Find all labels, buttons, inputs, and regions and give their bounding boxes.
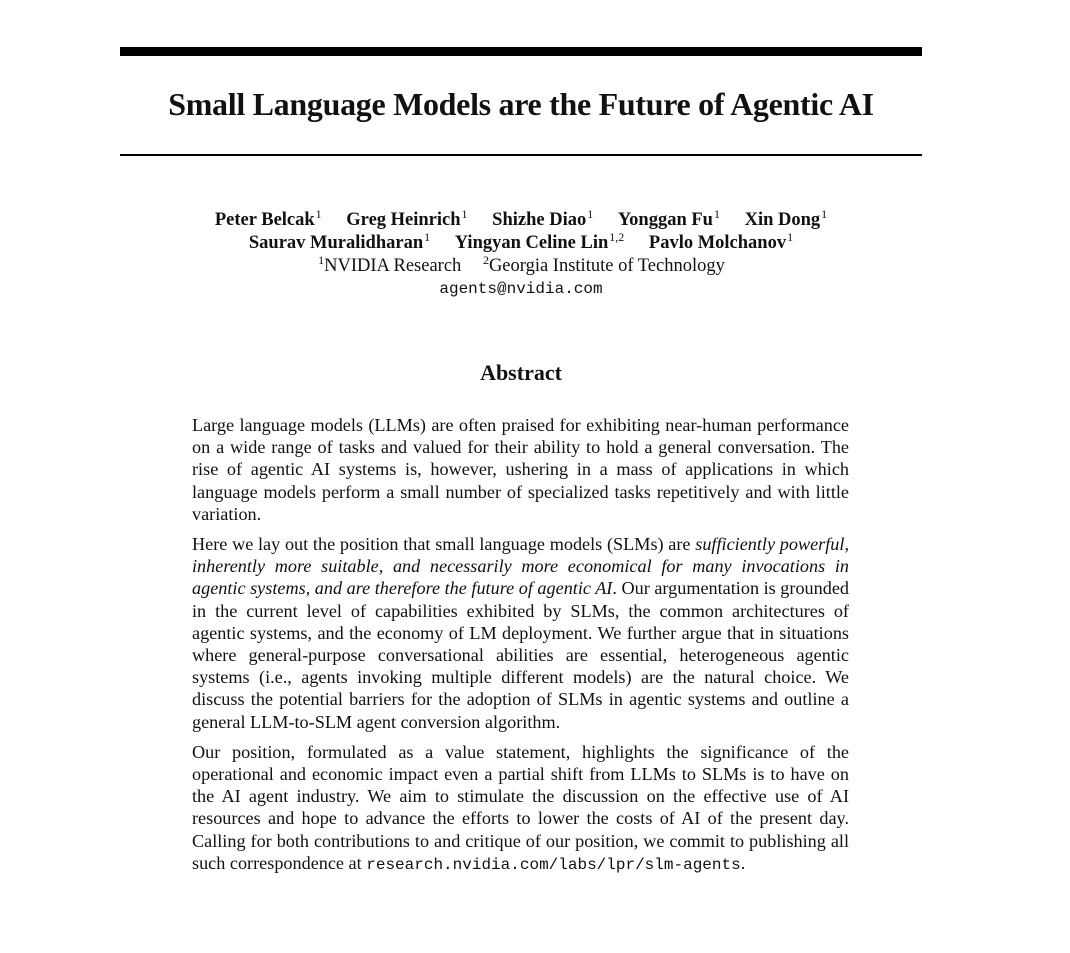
contact-email: agents@nvidia.com: [439, 280, 603, 298]
author-line-1: [120, 206, 922, 232]
paper-title: Small Language Models are the Future of Agentic AI: [168, 86, 874, 122]
abstract-paragraph-3: Our position, formulated as a value statement, highlights the significance of the operational and economic impact even a partial shift from LLMs to SLMs is to have on the AI agent industry. We aim to stimulate the discussion on the effective use of AI resources and hope to advance the efforts to lower the costs of AI of the present day. Calling for both contributions to and critique of our position, we commit to publishing all such correspondence at research.nvidia.com/labs/lpr/slm-agents.: [192, 741, 849, 874]
author-block: [120, 206, 922, 301]
author-name: Yingyan Celine Lin$^{1,2}$: [454, 229, 625, 253]
title-top-rule: [120, 47, 922, 56]
position-statement: sufficiently powerful, inherently more suitable, and necessarily more economical for many invocations in agentic systems, and are therefore the future of agentic AI: [192, 534, 849, 599]
author-name: Greg Heinrich$^1$: [346, 206, 468, 230]
project-url[interactable]: research.nvidia.com/labs/lpr/slm-agents: [366, 855, 741, 874]
affiliation: $^2$Georgia Institute of Technology: [482, 252, 725, 276]
affiliation: $^1$NVIDIA Research: [318, 252, 462, 276]
author-name: Shizhe Diao$^1$: [492, 206, 594, 230]
author-line-2: [120, 229, 922, 255]
author-name: Peter Belcak$^1$: [214, 206, 322, 230]
author-name: Saurav Muralidharan$^1$: [248, 229, 431, 253]
title-bottom-rule: [120, 154, 922, 156]
abstract-heading: Abstract: [480, 360, 562, 385]
author-name: Xin Dong$^1$: [744, 206, 828, 230]
abstract-paragraph-1: Large language models (LLMs) are often praised for exhibiting near-human performance on a wide range of tasks and valued for their ability to hold a general conversation. The rise of agentic AI systems is, however, ushering in a mass of applications in which language models perform a small number of specialized tasks repetitively and with little variation.: [192, 415, 849, 524]
author-name: Pavlo Molchanov$^1$: [648, 229, 794, 253]
abstract-paragraph-2: Here we lay out the position that small language models (SLMs) are sufficiently powerful, inherently more suitable, and necessarily more economical for many invocations in agentic systems, and are therefore the future of agentic AI. Our argumentation is grounded in the current level of capabilities exhibited by SLMs, the common architectures of agentic systems, and the economy of LM deployment. We further argue that in situations where general-purpose conversational abilities are essential, heterogeneous agentic systems (i.e., agents invoking multiple different models) are the natural choice. We discuss the potential barriers for the adoption of SLMs in agentic systems and outline a general LLM-to-SLM agent conversion algorithm.: [192, 534, 849, 732]
affiliations: [120, 252, 922, 278]
abstract-body: [192, 414, 849, 884]
author-name: Yonggan Fu$^1$: [617, 206, 720, 230]
